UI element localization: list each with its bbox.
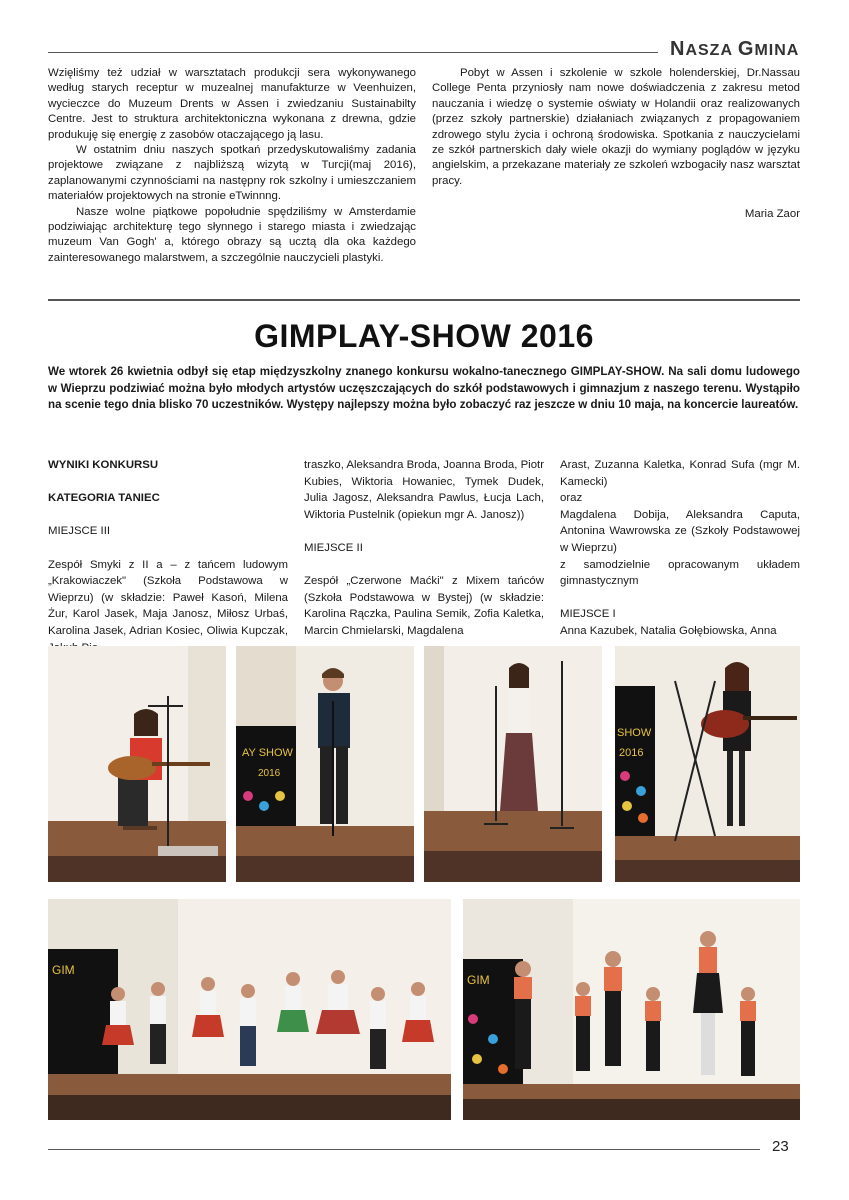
paragraph: Nasze wolne piątkowe popołudnie spędziliśmy w Amsterdamie podziwiając architekturę tego słynnego i starego miasta i zwiedzając muzeum Van Gogh' a, którego obrazy są ucztą dla oka każdego zainteresowanego malarstwem, a szczególnie nauczycieli plastyki. xyxy=(48,205,416,264)
backdrop-text: AY SHOW xyxy=(242,747,293,759)
result-text: oraz xyxy=(560,492,583,505)
backdrop-text: GIM xyxy=(52,963,75,977)
place-heading: MIEJSCE III xyxy=(48,525,111,538)
paragraph: Wzięliśmy też udział w warsztatach produkcji sera wykonywanego według starych receptur w muzealnej manufakturze w Veenhuizen, wycieczce do Muzeum Drents w Assen i zwiedzaniu Sustainabilty Centre. Jest to struktura architektoniczna wykonana z drewna, gdzie produkuję się energię z zasobów otaczającego ją lasu. xyxy=(48,67,416,141)
article-title: GIMPLAY-SHOW 2016 xyxy=(254,318,594,354)
result-text: traszko, Aleksandra Broda, Joanna Broda, Piotr Kubies, Wiktoria Howaniec, Tymek Dudek, Julia Jagosz, Aleksandra Pawlus, Łucja Lach, Wiktoria Pustelnik (opiekun mgr A. Janosz)) xyxy=(304,459,544,521)
top-article-right-column xyxy=(432,66,800,223)
article-author: Maria Zaor xyxy=(744,208,800,221)
backdrop-text: 2016 xyxy=(619,747,644,759)
results-column-1 xyxy=(48,457,288,656)
header-rule xyxy=(48,52,658,53)
result-text: Anna Kazubek, Natalia Gołębiowska, Anna xyxy=(560,624,777,637)
result-text: Arast, Zuzanna Kaletka, Konrad Sufa (mgr M. Kamecki) xyxy=(560,459,800,488)
category-heading: KATEGORIA TANIEC xyxy=(48,492,160,505)
photo-boy-singer xyxy=(236,646,414,882)
results-column-3 xyxy=(560,457,800,640)
paragraph: Pobyt w Assen i szkolenie w szkole holenderskiej, Dr.Nassau College Penta przyniosły nam nowe doświadczenia z zakresu metod nauczania i wiedzę o systemie oświaty w Holandii oraz realizowanych (przez szkoły partnerskie) działaniach związanych z propagowaniem zdrowego stylu życia i ochroną środowiska. Spotkania z nauczycielami ze szkół partnerskich dały wiele okazji do wymiany poglądów w języku angielskim, a przekazane materiały ze szkoleń wzbogaciły nasz warsztat pracy. xyxy=(432,67,800,187)
backdrop-text: SHOW xyxy=(617,727,652,739)
photo-guitarist-red xyxy=(48,646,226,882)
place-heading: MIEJSCE II xyxy=(304,541,363,554)
footer-rule xyxy=(48,1149,760,1150)
results-heading: WYNIKI KONKURSU xyxy=(48,459,159,471)
result-text: Zespół Smyki z II a – z tańcem ludowym „Krakowiaczek" (Szkoła Podstawowa w Wieprzu) (w składzie: Paweł Kasoń, Milena Żur, Karol Jasek, Maja Janosz, Miłosz Urbaś, Karolina Jasek, Adrian Kosiec, Oliwia Kupczak, xyxy=(48,558,288,637)
magazine-title: NASZA GMINA xyxy=(670,38,800,60)
page-number: 23 xyxy=(772,1138,789,1155)
top-article-left-column xyxy=(48,66,416,266)
result-text: Magdalena Dobija, Aleksandra Caputa, Antonina Wawrowska ze (Szkoły Podstawowej w Wieprzu) xyxy=(560,508,800,554)
results-column-2 xyxy=(304,457,544,640)
paragraph: W ostatnim dniu naszych spotkań przedyskutowaliśmy zadania projektowe związane z najbliższą wizytą w Turcji(maj 2016), zaplanowanymi czynnościami na następny rok szkolny i umieszczaniem materiałów projektowych na stronie eTwinnng. xyxy=(48,144,416,203)
article-lead: We wtorek 26 kwietnia odbył się etap międzyszkolny znanego konkursu wokalno-tanecznego GIMPLAY-SHOW. Na sali domu ludowego w Wieprzu podziwiać można było młodych artystów uczęszczających do szkół podstawowych i gimnazjum z naszego terenu. Wystąpiło na scenie tego dnia blisko 70 uczestników. Występy najlepszy można było zobaczyć raz jeszcze w dniu 10 maja, na koncercie laureatów. xyxy=(48,365,800,412)
photo-girls-dance-group xyxy=(463,899,800,1120)
photo-children-folk-dance xyxy=(48,899,451,1120)
backdrop-text: GIM xyxy=(467,973,490,987)
section-divider xyxy=(48,299,800,301)
photo-girl-singer xyxy=(424,646,602,882)
place-heading: MIEJSCE I xyxy=(560,608,616,621)
result-text: Zespół „Czerwone Maćki" z Mixem tańców (Szkoła Podstawowa w Bystej) (w składzie: Karolina Rączka, Paulina Semik, Zofia Kaletka, Marcin Chmielarski, Magdalena xyxy=(304,575,544,637)
photo-girl-guitarist xyxy=(615,646,800,882)
backdrop-text: 2016 xyxy=(258,768,281,779)
result-text: z samodzielnie opracowanym układem gimnastycznym xyxy=(560,558,800,588)
